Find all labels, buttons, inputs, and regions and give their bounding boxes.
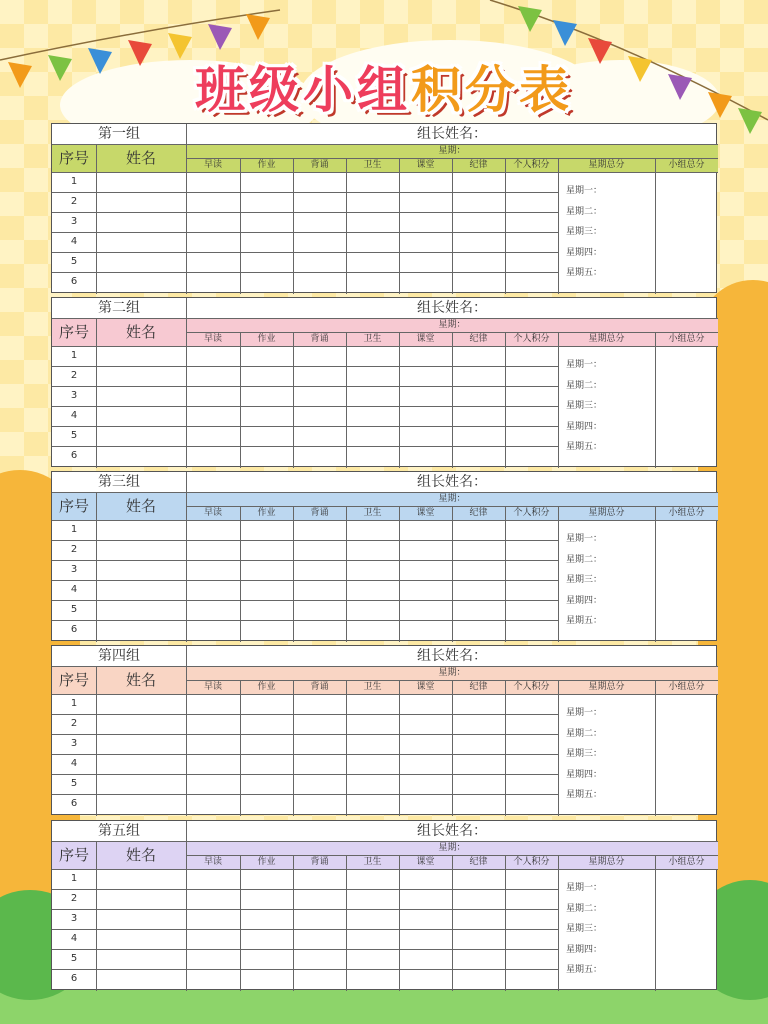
weekday-label: 星期二： (566, 554, 603, 565)
weekday-label: 星期三： (566, 401, 603, 411)
table-grid-line (52, 192, 558, 193)
table-grid-line (52, 774, 558, 775)
row-number: 4 (70, 758, 78, 769)
leader-name-label: 组长姓名： (417, 126, 487, 142)
column-header: 个人积分 (513, 682, 550, 692)
table-grid-line (240, 855, 241, 991)
column-header: 早读 (203, 160, 222, 170)
group-name: 第五组 (98, 823, 140, 839)
weekday-label: 星期二： (566, 903, 603, 914)
column-header: 课堂 (416, 160, 435, 170)
table-grid-line (346, 158, 347, 294)
weekday-label: 星期五： (566, 442, 603, 452)
table-grid-line (52, 446, 558, 447)
column-header: 纪律 (469, 334, 488, 344)
column-header: 纪律 (469, 857, 488, 867)
week-label: 星期： (438, 146, 466, 156)
row-number: 1 (70, 524, 78, 535)
table-grid-line (240, 332, 241, 468)
table-grid-line (505, 855, 506, 991)
column-header: 背诵 (310, 857, 329, 867)
name-header: 姓名 (125, 323, 156, 341)
column-header: 小组总分 (668, 160, 705, 170)
table-grid-line (452, 332, 453, 468)
column-header: 纪律 (469, 160, 488, 170)
column-header: 早读 (203, 682, 222, 692)
table-grid-line (52, 694, 718, 695)
table-grid-line (96, 841, 97, 991)
column-header: 星期总分 (588, 334, 625, 344)
weekday-label: 星期二： (566, 728, 603, 739)
table-grid-line (505, 332, 506, 468)
group-name: 第一组 (98, 126, 140, 142)
weekday-label: 星期三： (566, 227, 603, 237)
row-number: 3 (70, 738, 78, 749)
table-grid-line (52, 794, 558, 795)
column-header: 课堂 (416, 857, 435, 867)
row-number: 2 (70, 893, 78, 904)
group-table (51, 471, 717, 641)
table-grid-line (186, 821, 187, 991)
table-grid-line (399, 158, 400, 294)
column-header: 作业 (257, 857, 276, 867)
table-grid-line (52, 909, 558, 910)
title-part1: 班级小组 (195, 61, 411, 119)
row-number: 6 (70, 624, 78, 635)
leader-name-label: 组长姓名： (417, 648, 487, 664)
name-header: 姓名 (125, 846, 156, 864)
table-grid-line (52, 889, 558, 890)
weekday-label: 星期二： (566, 206, 603, 217)
row-number: 2 (70, 718, 78, 729)
column-header: 星期总分 (588, 857, 625, 867)
column-header: 卫生 (363, 160, 382, 170)
table-grid-line (240, 680, 241, 816)
table-grid-line (52, 386, 558, 387)
group-table (51, 297, 717, 467)
weekday-label: 星期一： (566, 360, 603, 370)
name-header: 姓名 (125, 497, 156, 515)
group-table (51, 645, 717, 815)
week-label: 星期： (438, 843, 466, 853)
table-grid-line (346, 855, 347, 991)
column-header: 作业 (257, 682, 276, 692)
column-header: 星期总分 (588, 508, 625, 518)
table-grid-line (505, 680, 506, 816)
bunting-flag (518, 6, 542, 32)
table-grid-line (52, 272, 558, 273)
index-header: 序号 (58, 497, 89, 515)
weekday-label: 星期一： (566, 186, 603, 196)
row-number: 4 (70, 236, 78, 247)
table-grid-line (52, 540, 558, 541)
index-header: 序号 (58, 149, 89, 167)
grass-ground (0, 985, 768, 1024)
table-grid-line (96, 318, 97, 468)
table-grid-line (186, 646, 187, 816)
index-header: 序号 (58, 846, 89, 864)
column-header: 背诵 (310, 334, 329, 344)
table-grid-line (96, 492, 97, 642)
column-header: 作业 (257, 334, 276, 344)
row-number: 2 (70, 544, 78, 555)
column-header: 背诵 (310, 160, 329, 170)
table-grid-line (52, 318, 718, 319)
column-header: 个人积分 (513, 160, 550, 170)
week-label: 星期： (438, 494, 466, 504)
table-grid-line (655, 855, 656, 991)
column-header: 早读 (203, 857, 222, 867)
table-grid-line (558, 158, 559, 294)
table-grid-line (52, 232, 558, 233)
weekday-label: 星期一： (566, 708, 603, 718)
column-header: 卫生 (363, 334, 382, 344)
weekday-label: 星期五： (566, 965, 603, 975)
column-header: 早读 (203, 334, 222, 344)
weekday-label: 星期四： (566, 247, 603, 258)
group-name: 第三组 (98, 474, 140, 490)
row-number: 1 (70, 350, 78, 361)
column-header: 小组总分 (668, 682, 705, 692)
table-grid-line (293, 506, 294, 642)
table-grid-line (240, 158, 241, 294)
weekday-label: 星期二： (566, 380, 603, 391)
table-grid-line (558, 506, 559, 642)
name-header: 姓名 (125, 671, 156, 689)
weekday-label: 星期三： (566, 575, 603, 585)
table-grid-line (505, 506, 506, 642)
weekday-label: 星期四： (566, 769, 603, 780)
table-grid-line (52, 346, 718, 347)
table-grid-line (346, 506, 347, 642)
table-grid-line (186, 298, 187, 468)
table-grid-line (346, 332, 347, 468)
row-number: 1 (70, 176, 78, 187)
weekday-label: 星期四： (566, 421, 603, 432)
row-number: 6 (70, 276, 78, 287)
table-grid-line (52, 841, 718, 842)
week-label: 星期： (438, 668, 466, 678)
table-grid-line (240, 506, 241, 642)
table-grid-line (52, 212, 558, 213)
table-grid-line (558, 855, 559, 991)
row-number: 3 (70, 564, 78, 575)
column-header: 小组总分 (668, 334, 705, 344)
row-number: 6 (70, 450, 78, 461)
column-header: 卫生 (363, 682, 382, 692)
row-number: 2 (70, 370, 78, 381)
column-header: 纪律 (469, 508, 488, 518)
table-grid-line (452, 158, 453, 294)
table-grid-line (293, 332, 294, 468)
column-header: 小组总分 (668, 857, 705, 867)
weekday-label: 星期四： (566, 595, 603, 606)
weekday-label: 星期三： (566, 924, 603, 934)
table-grid-line (655, 680, 656, 816)
table-grid-line (52, 600, 558, 601)
leader-name-label: 组长姓名： (417, 474, 487, 490)
table-grid-line (558, 680, 559, 816)
week-label: 星期： (438, 320, 466, 330)
table-grid-line (399, 855, 400, 991)
table-grid-line (52, 869, 718, 870)
weekday-label: 星期一： (566, 883, 603, 893)
table-grid-line (655, 506, 656, 642)
column-header: 个人积分 (513, 508, 550, 518)
table-grid-line (399, 680, 400, 816)
column-header: 纪律 (469, 682, 488, 692)
table-grid-line (346, 680, 347, 816)
column-header: 星期总分 (588, 682, 625, 692)
row-number: 1 (70, 873, 78, 884)
row-number: 6 (70, 973, 78, 984)
leader-name-label: 组长姓名： (417, 300, 487, 316)
column-header: 卫生 (363, 508, 382, 518)
row-number: 3 (70, 216, 78, 227)
table-grid-line (52, 144, 718, 145)
table-grid-line (186, 472, 187, 642)
column-header: 课堂 (416, 334, 435, 344)
row-number: 3 (70, 913, 78, 924)
table-grid-line (52, 520, 718, 521)
table-grid-line (452, 680, 453, 816)
weekday-label: 星期四： (566, 944, 603, 955)
row-number: 1 (70, 698, 78, 709)
column-header: 卫生 (363, 857, 382, 867)
column-header: 作业 (257, 508, 276, 518)
weekday-label: 星期三： (566, 749, 603, 759)
row-number: 5 (70, 430, 78, 441)
row-number: 4 (70, 933, 78, 944)
table-grid-line (52, 426, 558, 427)
leader-name-label: 组长姓名： (417, 823, 487, 839)
column-header: 小组总分 (668, 508, 705, 518)
table-grid-line (293, 680, 294, 816)
weekday-label: 星期五： (566, 616, 603, 626)
index-header: 序号 (58, 671, 89, 689)
weekday-label: 星期五： (566, 268, 603, 278)
row-number: 3 (70, 390, 78, 401)
table-grid-line (186, 124, 187, 294)
table-grid-line (52, 929, 558, 930)
table-grid-line (399, 332, 400, 468)
table-grid-line (52, 252, 558, 253)
table-grid-line (399, 506, 400, 642)
table-grid-line (52, 560, 558, 561)
table-grid-line (52, 754, 558, 755)
row-number: 5 (70, 953, 78, 964)
table-grid-line (52, 492, 718, 493)
row-number: 4 (70, 410, 78, 421)
table-grid-line (52, 734, 558, 735)
table-grid-line (52, 949, 558, 950)
table-grid-line (52, 714, 558, 715)
row-number: 5 (70, 604, 78, 615)
weekday-label: 星期一： (566, 534, 603, 544)
table-grid-line (52, 366, 558, 367)
table-grid-line (96, 144, 97, 294)
weekday-label: 星期五： (566, 790, 603, 800)
column-header: 早读 (203, 508, 222, 518)
table-grid-line (655, 158, 656, 294)
column-header: 背诵 (310, 508, 329, 518)
bunting-flag (208, 24, 232, 50)
column-header: 星期总分 (588, 160, 625, 170)
group-name: 第四组 (98, 648, 140, 664)
row-number: 6 (70, 798, 78, 809)
column-header: 个人积分 (513, 857, 550, 867)
bunting-flag (553, 20, 577, 46)
table-grid-line (52, 620, 558, 621)
column-header: 作业 (257, 160, 276, 170)
table-grid-line (293, 158, 294, 294)
group-table (51, 820, 717, 990)
table-grid-line (52, 406, 558, 407)
table-grid-line (452, 855, 453, 991)
table-grid-line (52, 580, 558, 581)
name-header: 姓名 (125, 149, 156, 167)
group-name: 第二组 (98, 300, 140, 316)
group-table (51, 123, 717, 293)
table-grid-line (96, 666, 97, 816)
title-part2: 积分表 (411, 61, 573, 119)
table-grid-line (505, 158, 506, 294)
table-grid-line (52, 172, 718, 173)
row-number: 4 (70, 584, 78, 595)
bunting-flag (246, 14, 270, 40)
row-number: 5 (70, 778, 78, 789)
column-header: 课堂 (416, 508, 435, 518)
page-title (0, 50, 768, 122)
row-number: 2 (70, 196, 78, 207)
table-grid-line (452, 506, 453, 642)
table-grid-line (52, 666, 718, 667)
table-grid-line (558, 332, 559, 468)
table-grid-line (655, 332, 656, 468)
row-number: 5 (70, 256, 78, 267)
table-grid-line (52, 969, 558, 970)
table-grid-line (293, 855, 294, 991)
column-header: 课堂 (416, 682, 435, 692)
column-header: 背诵 (310, 682, 329, 692)
column-header: 个人积分 (513, 334, 550, 344)
index-header: 序号 (58, 323, 89, 341)
